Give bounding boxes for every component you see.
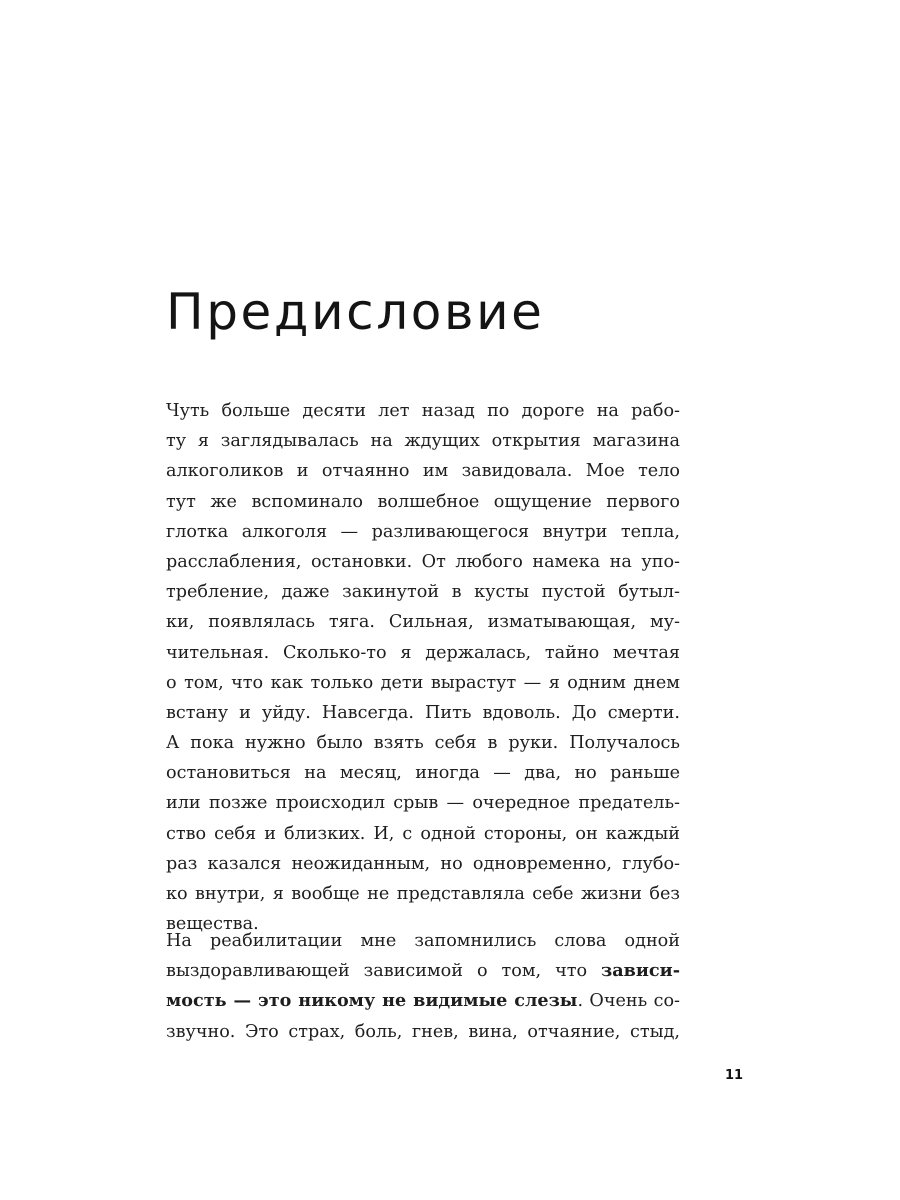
text-line: о том, что как только дети вырастут — я одним днем xyxy=(166,672,680,693)
text-span: выздоравливающей зависимой о том, что xyxy=(166,961,602,982)
text-line: На реабилитации мне запомнились слова одной xyxy=(166,931,680,951)
text-line: остановиться на месяц, иногда — два, но раньше xyxy=(166,763,680,784)
text-line: Чуть больше десяти лет назад по дороге на рабо- xyxy=(166,401,680,421)
text-line: тут же вспоминало волшебное ощущение первого xyxy=(166,491,680,512)
text-line: расслабления, остановки. От любого намека на упо- xyxy=(166,551,680,572)
text-line: требление, даже закинутой в кусты пустой бутыл- xyxy=(166,582,680,603)
text-line: раз казался неожиданным, но одновременно, глубо- xyxy=(166,853,680,874)
emphasis-text: зависи- xyxy=(601,960,680,982)
text-line: встану и уйду. Навсегда. Пить вдоволь. До смерти. xyxy=(166,702,680,723)
text-line: чительная. Сколько-то я держалась, тайно мечтая xyxy=(166,642,680,663)
text-line: или позже происходил срыв — очередное предатель- xyxy=(166,793,680,814)
text-span: . Очень со- xyxy=(577,991,680,1012)
text-line: вещества. xyxy=(166,914,259,935)
paragraph-1 xyxy=(166,396,680,939)
text-line xyxy=(166,986,680,1016)
text-line: глотка алкоголя — разливающегося внутри тепла, xyxy=(166,521,680,542)
page-number: 11 xyxy=(724,1068,744,1083)
text-line: звучно. Это страх, боль, гнев, вина, отчаяние, стыд, xyxy=(166,1021,680,1042)
text-line xyxy=(166,956,680,986)
text-line: ту я заглядывалась на ждущих открытия магазина xyxy=(166,431,680,452)
text-line: ко внутри, я вообще не представляла себе жизни без xyxy=(166,884,680,904)
emphasis-text: мость — это никому не видимые слезы xyxy=(166,990,578,1012)
text-line: алкоголиков и отчаянно им завидовала. Мое тело xyxy=(166,461,680,482)
chapter-title: Предисловие xyxy=(166,283,545,341)
text-line: ки, появлялась тяга. Сильная, изматывающая, му- xyxy=(166,612,680,633)
text-line: ство себя и близких. И, с одной стороны, он каждый xyxy=(166,823,680,844)
paragraph-2 xyxy=(166,926,680,1047)
text-line: А пока нужно было взять себя в руки. Получалось xyxy=(166,733,680,754)
